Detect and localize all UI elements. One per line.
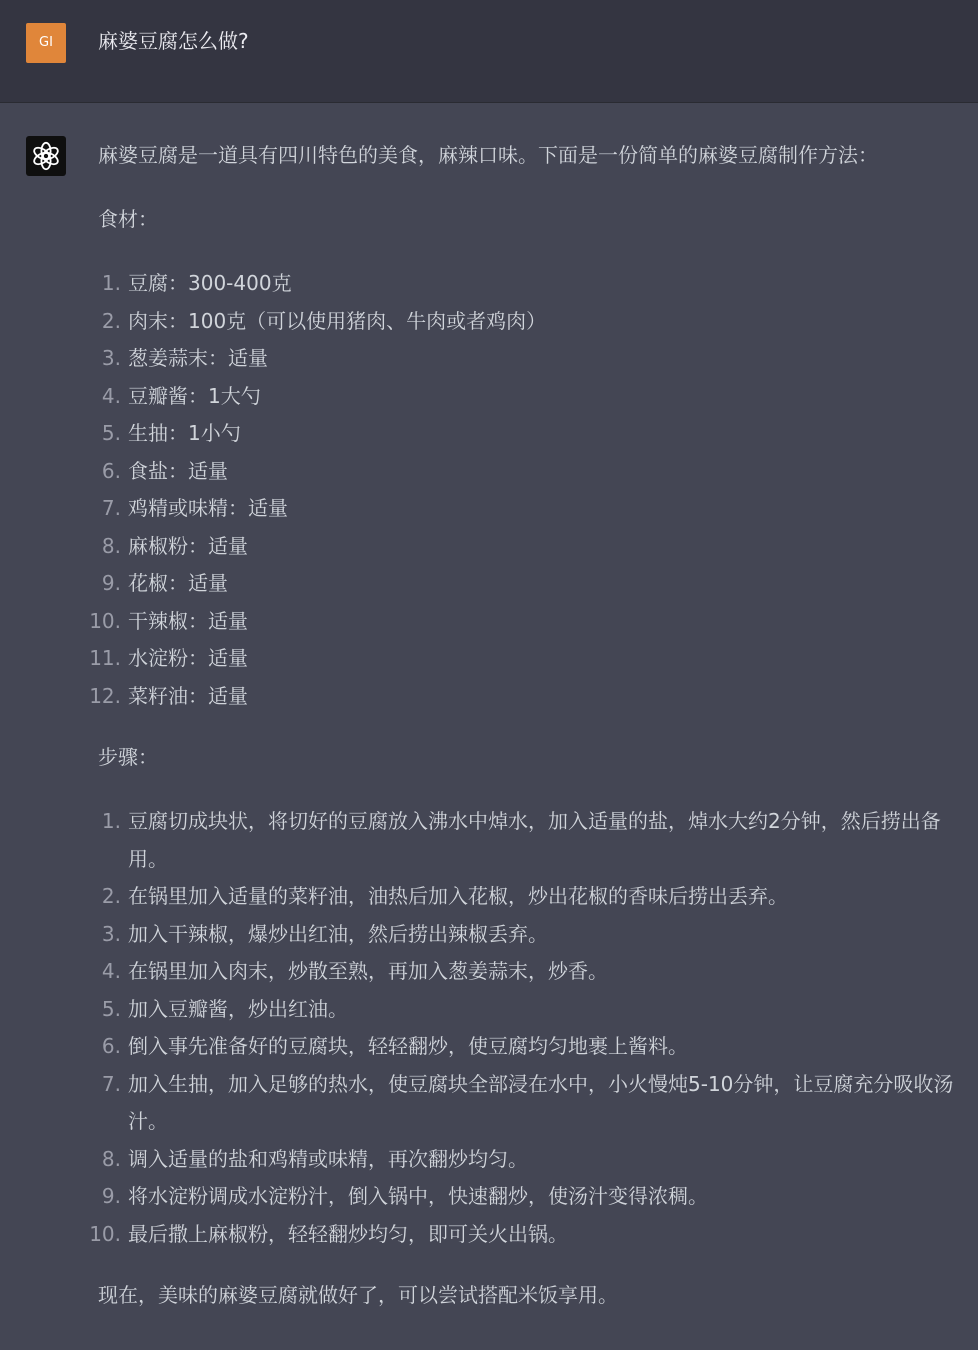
steps-list <box>89 803 968 1253</box>
list-number: 4. <box>101 383 121 408</box>
list-item <box>98 1178 968 1216</box>
list-text: 食盐：适量 <box>128 458 228 483</box>
list-item <box>98 1141 968 1179</box>
list-text: 倒入事先准备好的豆腐块，轻轻翻炒，使豆腐均匀地裹上酱料。 <box>128 1034 688 1058</box>
user-message-row <box>0 0 978 103</box>
list-number: 12. <box>89 683 121 708</box>
list-item <box>98 415 968 453</box>
list-number: 4. <box>101 959 121 983</box>
list-number: 7. <box>101 1071 121 1096</box>
list-number: 10. <box>89 1221 121 1246</box>
list-number: 1. <box>101 809 121 833</box>
list-number: 2. <box>101 884 121 908</box>
list-number: 3. <box>101 921 121 946</box>
list-number: 5. <box>101 421 121 445</box>
user-avatar: GI <box>26 23 66 63</box>
list-number: 6. <box>101 1034 121 1058</box>
list-item <box>89 640 968 678</box>
list-number: 11. <box>89 646 121 670</box>
intro-paragraph: 麻婆豆腐是一道具有四川特色的美食，麻辣口味。下面是一份简单的麻婆豆腐制作方法： <box>98 143 878 167</box>
openai-logo-icon <box>31 141 61 171</box>
list-text: 葱姜蒜末：适量 <box>128 346 268 370</box>
list-text: 加入豆瓣酱，炒出红油。 <box>128 996 348 1021</box>
list-number: 6. <box>101 458 121 483</box>
list-item <box>98 378 968 416</box>
list-number: 1. <box>101 271 121 295</box>
list-item <box>98 953 968 991</box>
list-number: 10. <box>89 608 121 633</box>
list-item <box>98 490 968 528</box>
list-number: 2. <box>101 308 121 333</box>
list-text: 在锅里加入适量的菜籽油，油热后加入花椒，炒出花椒的香味后捞出丢弃。 <box>128 884 788 908</box>
list-item <box>98 1028 968 1066</box>
list-number: 9. <box>101 571 121 595</box>
list-item <box>98 878 968 916</box>
list-text: 鸡精或味精：适量 <box>128 496 288 520</box>
list-item <box>98 265 968 303</box>
list-text: 将水淀粉调成水淀粉汁，倒入锅中，快速翻炒，使汤汁变得浓稠。 <box>128 1184 708 1208</box>
list-item <box>98 991 968 1029</box>
list-item <box>89 603 968 641</box>
list-item <box>89 1216 968 1254</box>
list-text: 花椒：适量 <box>128 571 228 595</box>
user-question-text: 麻婆豆腐怎么做? <box>98 29 249 53</box>
list-text: 菜籽油：适量 <box>128 683 248 708</box>
list-text: 最后撒上麻椒粉，轻轻翻炒均匀，即可关火出锅。 <box>128 1221 568 1246</box>
list-text: 麻椒粉：适量 <box>128 533 248 558</box>
list-text: 加入生抽，加入足够的热水，使豆腐块全部浸在水中，小火慢炖5-10分钟，让豆腐充分吸收汤汁。 <box>128 1071 954 1133</box>
ingredients-list <box>89 265 968 715</box>
list-item <box>98 1066 968 1141</box>
list-text: 豆腐：300-400克 <box>128 271 292 295</box>
steps-heading: 步骤： <box>98 745 158 769</box>
list-text: 豆腐切成块状，将切好的豆腐放入沸水中焯水，加入适量的盐，焯水大约2分钟，然后捞出备用。 <box>128 809 941 871</box>
list-item <box>98 303 968 341</box>
list-text: 肉末：100克（可以使用猪肉、牛肉或者鸡肉） <box>128 308 547 333</box>
list-number: 3. <box>101 346 121 370</box>
list-text: 生抽：1小勺 <box>128 421 241 445</box>
list-item <box>98 803 968 878</box>
list-number: 8. <box>101 1146 121 1171</box>
list-text: 干辣椒：适量 <box>128 608 248 633</box>
list-number: 5. <box>101 996 121 1021</box>
list-item <box>98 340 968 378</box>
list-text: 在锅里加入肉末，炒散至熟，再加入葱姜蒜末，炒香。 <box>128 959 608 983</box>
list-item <box>98 916 968 954</box>
list-item <box>98 565 968 603</box>
outro-paragraph: 现在，美味的麻婆豆腐就做好了，可以尝试搭配米饭享用。 <box>98 1283 618 1307</box>
list-item <box>98 453 968 491</box>
list-text: 加入干辣椒，爆炒出红油，然后捞出辣椒丢弃。 <box>128 921 548 946</box>
assistant-avatar <box>26 136 66 176</box>
list-text: 调入适量的盐和鸡精或味精，再次翻炒均匀。 <box>128 1146 528 1171</box>
list-item <box>89 678 968 716</box>
assistant-message-row <box>0 103 978 1350</box>
list-number: 9. <box>101 1184 121 1208</box>
ingredients-heading: 食材： <box>98 207 158 231</box>
list-number: 8. <box>101 533 121 558</box>
list-item <box>98 528 968 566</box>
list-number: 7. <box>101 496 121 520</box>
list-text: 水淀粉：适量 <box>128 646 248 670</box>
list-text: 豆瓣酱：1大勺 <box>128 383 261 408</box>
